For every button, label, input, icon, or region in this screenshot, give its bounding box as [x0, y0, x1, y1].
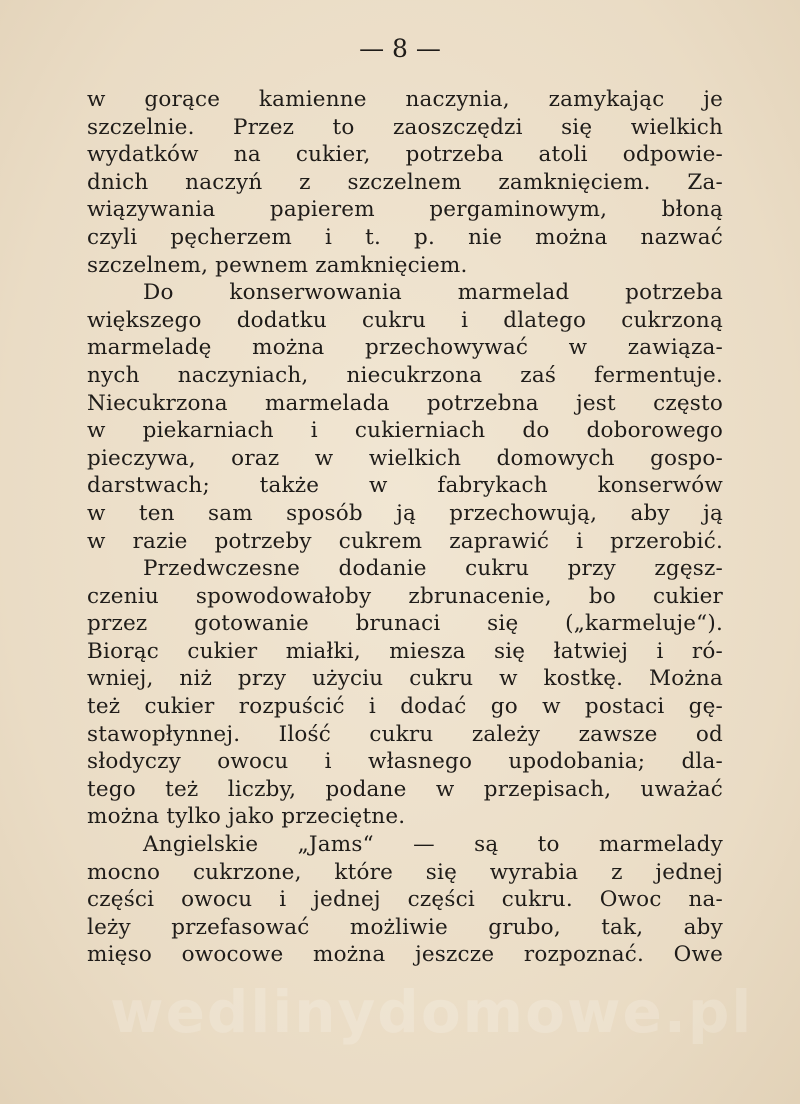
text-line: stawopłynnej. Ilość cukru zależy zawsze od	[87, 721, 723, 747]
text-line: Biorąc cukier miałki, miesza się łatwiej i ró-	[87, 638, 723, 664]
text-line: leży przefasować możliwie grubo, tak, aby	[87, 914, 723, 940]
paragraph-start-line: Przedwczesne dodanie cukru przy zgęsz-	[143, 556, 723, 582]
paragraph-start-line: Angielskie „Jams“ — są to marmelady	[143, 832, 723, 858]
text-line: wydatków na cukier, potrzeba atoli odpowie-	[87, 142, 723, 168]
text-line: w piekarniach i cukierniach do doborowego	[87, 418, 723, 444]
text-line: w gorące kamienne naczynia, zamykając je	[87, 87, 723, 112]
text-line: mięso owocowe można jeszcze rozpoznać. Owe	[87, 942, 723, 968]
body-text	[87, 86, 723, 969]
text-line: mocno cukrzone, które się wyrabia z jednej	[87, 859, 723, 885]
text-line: wniej, niż przy użyciu cukru w kostkę. Można	[87, 666, 723, 692]
text-line: szczelnie. Przez to zaoszczędzi się wielkich	[87, 114, 723, 140]
text-line: dnich naczyń z szczelnem zamknięciem. Za-	[87, 169, 723, 195]
page-number: — 8 —	[359, 34, 441, 63]
text-line: darstwach; także w fabrykach konserwów	[87, 473, 723, 499]
text-line: przez gotowanie brunaci się („karmeluje“).	[87, 611, 723, 637]
text-line: w razie potrzeby cukrem zaprawić i przerobić.	[87, 528, 723, 554]
text-line: słodyczy owocu i własnego upodobania; dla-	[87, 749, 723, 775]
watermark: wedlinydomowe.pl	[110, 978, 754, 1046]
text-line: Niecukrzona marmelada potrzebna jest często	[87, 390, 723, 416]
text-line: nych naczyniach, niecukrzona zaś fermentuje.	[87, 362, 723, 388]
text-line: też cukier rozpuścić i dodać go w postaci gę-	[87, 694, 723, 720]
text-line: można tylko jako przeciętne.	[87, 804, 406, 830]
text-line: czyli pęcherzem i t. p. nie można nazwać	[87, 224, 723, 250]
text-line: większego dodatku cukru i dlatego cukrzoną	[87, 307, 723, 333]
text-line: wiązywania papierem pergaminowym, błoną	[87, 197, 723, 223]
text-line: czeniu spowodowałoby zbrunacenie, bo cukier	[87, 583, 723, 609]
text-line: w ten sam sposób ją przechowują, aby ją	[87, 500, 723, 526]
text-line: tego też liczby, podane w przepisach, uważać	[87, 776, 723, 802]
paragraph-start-line: Do konserwowania marmelad potrzeba	[143, 280, 723, 306]
text-line: szczelnem, pewnem zamknięciem.	[87, 252, 468, 278]
text-line: części owocu i jednej części cukru. Owoc na-	[87, 887, 723, 913]
text-line: marmeladę można przechowywać w zawiąza-	[87, 335, 723, 361]
text-line: pieczywa, oraz w wielkich domowych gospo-	[87, 445, 723, 471]
